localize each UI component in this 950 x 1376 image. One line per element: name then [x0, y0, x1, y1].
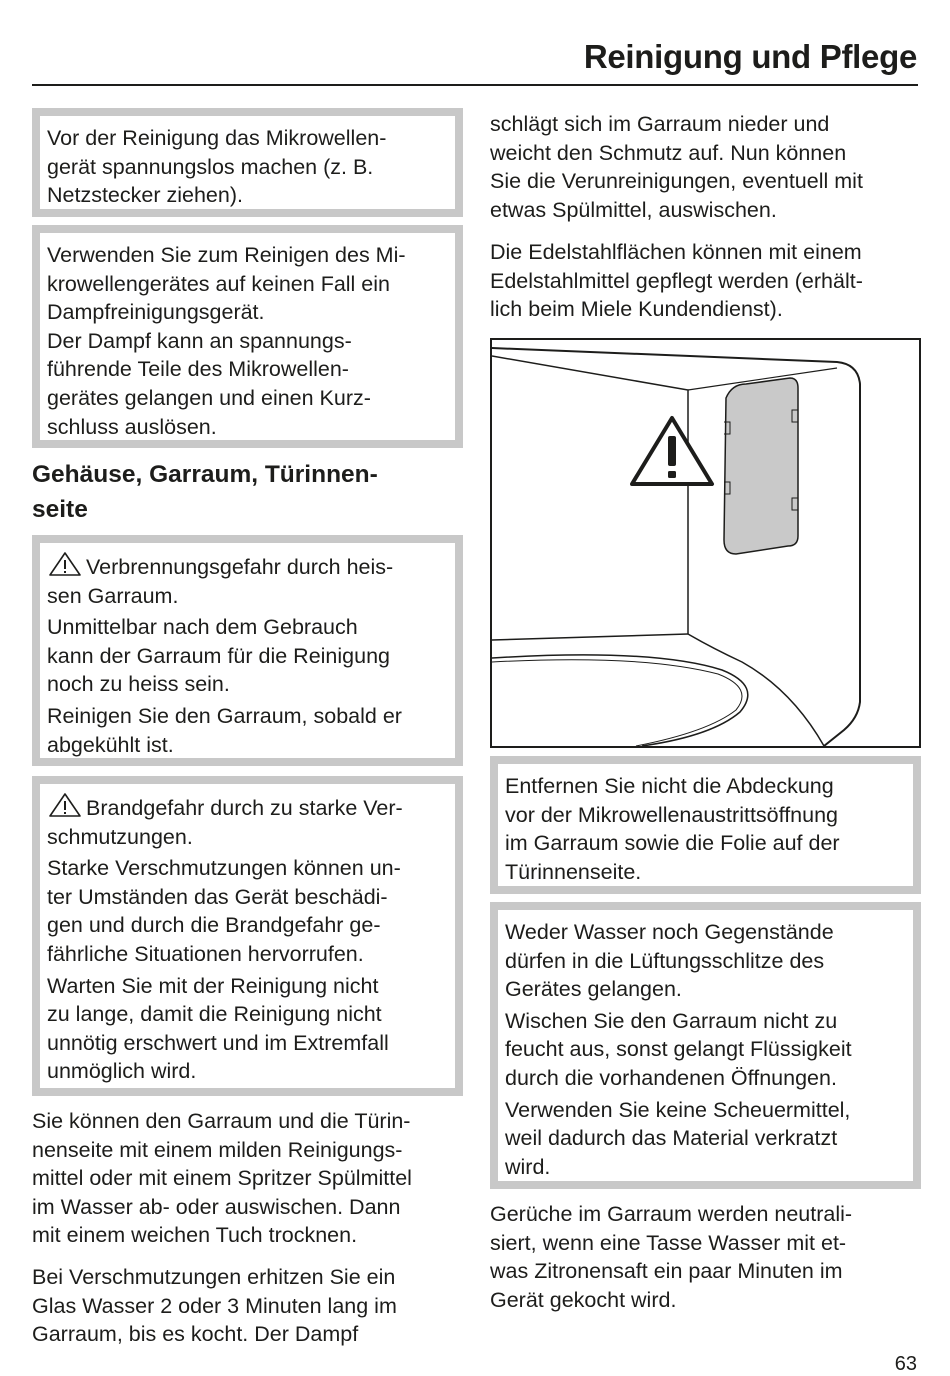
notice-text: Entfernen Sie nicht die Abdeckung vor der Mikrowellenaustrittsöffnung im Garraum sowie die Folie auf der Türinnenseite.	[505, 774, 840, 884]
oven-cavity-drawing	[492, 340, 919, 746]
header-divider	[32, 84, 918, 86]
notice-text: Verwenden Sie zum Reinigen des Mi- krowellengerätes auf keinen Fall ein Dampfreinigungsgerät. Der Dampf kann an spannungs- führende Teile des Mikrowellen- gerätes gelangen und einen Kurz- schluss auslösen.	[47, 243, 406, 439]
section-heading: Gehäuse, Garraum, Türinnen- seite	[32, 461, 378, 523]
body-paragraph: Die Edelstahlflächen können mit einem Edelstahlmittel gepflegt werden (erhält- lich beim Miele Kundendienst).	[490, 240, 863, 322]
notice-text: Weder Wasser noch Gegenstände dürfen in die Lüftungsschlitze des Gerätes gelangen.	[505, 920, 834, 1002]
notice-box-steam-cleaner	[32, 225, 463, 448]
notice-box-cover	[490, 756, 921, 894]
notice-box-disconnect	[32, 108, 463, 217]
body-paragraph: Bei Verschmutzungen erhitzen Sie ein Glas Wasser 2 oder 3 Minuten lang im Garraum, bis es kocht. Der Dampf	[32, 1265, 397, 1347]
body-paragraph: Sie können den Garraum und die Türin- nenseite mit einem milden Reinigungs- mittel oder mit einem Spritzer Spülmittel im Wasser ab- oder auswischen. Dann mit einem weichen Tuch trocknen.	[32, 1109, 412, 1248]
warning-triangle-icon	[632, 418, 712, 484]
notice-box-ventilation	[490, 902, 921, 1189]
warning-text: Starke Verschmutzungen können un- ter Umständen das Gerät beschädi- gen und durch die Brandgefahr ge- fährliche Situationen hervorrufen.	[47, 856, 401, 966]
warning-triangle-icon	[47, 792, 83, 818]
oven-cavity-illustration	[490, 338, 921, 748]
warning-title: Brandgefahr durch zu starke Ver- schmutzungen.	[47, 792, 445, 851]
notice-text: Wischen Sie den Garraum nicht zu feucht aus, sonst gelangt Flüssigkeit durch die vorhandenen Öffnungen.	[505, 1008, 852, 1090]
warning-triangle-icon	[47, 551, 83, 577]
warning-text: Warten Sie mit der Reinigung nicht zu lange, damit die Reinigung nicht unnötig erschwert und im Extremfall unmöglich wird.	[47, 973, 389, 1084]
warning-text: Unmittelbar nach dem Gebrauch kann der Garraum für die Reinigung noch zu heiss sein.	[47, 615, 390, 697]
notice-text: Vor der Reinigung das Mikrowellen- gerät spannungslos machen (z. B. Netzstecker ziehen).	[47, 126, 387, 208]
warning-box-fire	[32, 776, 463, 1096]
body-paragraph: schlägt sich im Garraum nieder und weicht den Schmutz auf. Nun können Sie die Verunreinigungen, eventuell mit etwas Spülmittel, auswischen.	[490, 112, 863, 222]
warning-box-burn	[32, 535, 463, 766]
warning-title: Verbrennungsgefahr durch heis- sen Garraum.	[47, 551, 445, 610]
page-number: 63	[894, 1353, 917, 1375]
page-title: Reinigung und Pflege	[583, 38, 917, 75]
body-paragraph: Gerüche im Garraum werden neutrali- siert, wenn eine Tasse Wasser mit et- was Zitronensaft ein paar Minuten im Gerät gekocht wird.	[490, 1202, 853, 1312]
notice-text: Verwenden Sie keine Scheuermittel, weil dadurch das Material verkratzt wird.	[505, 1097, 851, 1179]
warning-text: Reinigen Sie den Garraum, sobald er abgekühlt ist.	[47, 703, 402, 757]
